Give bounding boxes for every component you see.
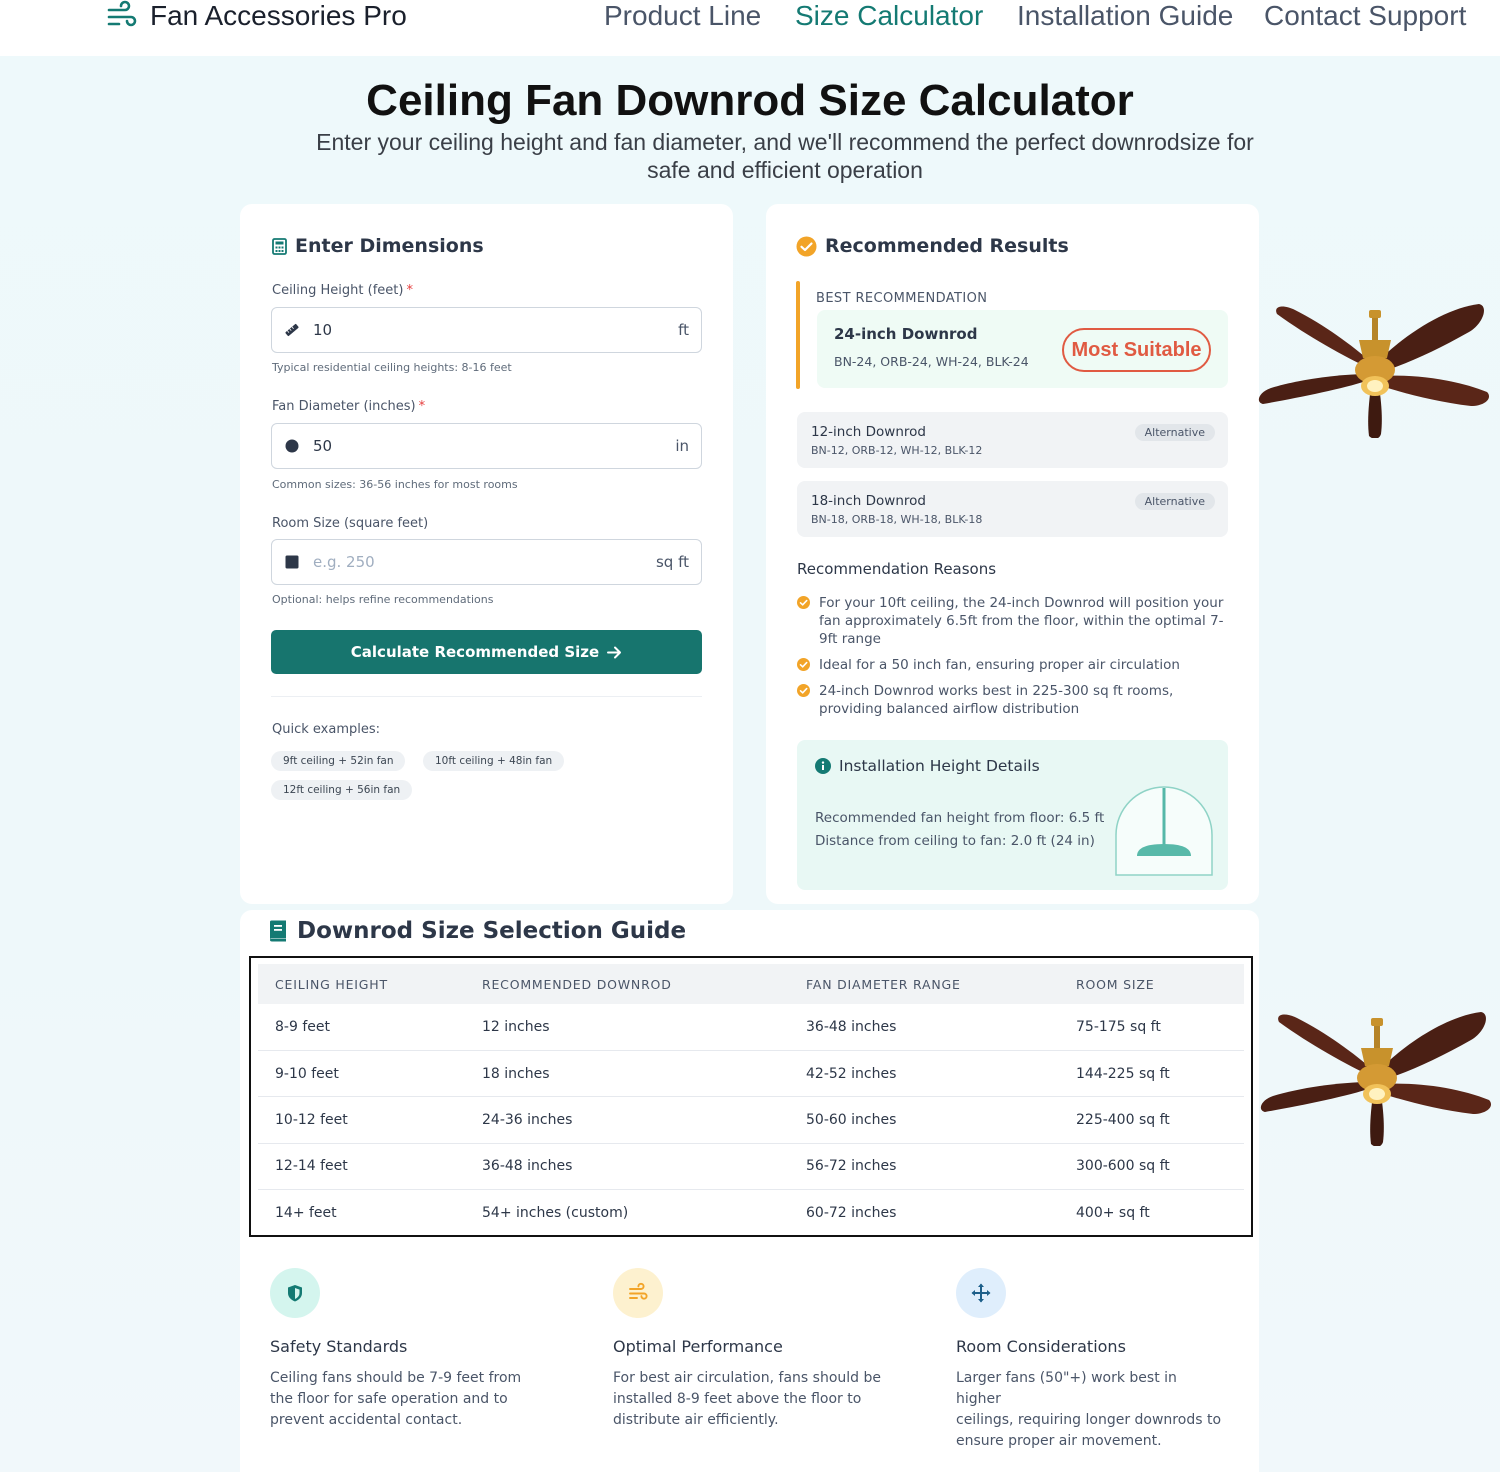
reason-item [797, 594, 1227, 648]
alternative-codes: BN-18, ORB-18, WH-18, BLK-18 [811, 513, 983, 526]
alternative-badge: Alternative [1135, 493, 1215, 510]
ceiling-height-hint: Typical residential ceiling heights: 8-16 feet [272, 361, 512, 374]
table-cell: 56-72 inches [789, 1143, 1059, 1189]
table-cell: 12 inches [465, 1004, 789, 1050]
column-header: RECOMMENDED DOWNROD [465, 964, 789, 1004]
nav-product-line[interactable]: Product Line [604, 0, 762, 31]
brand[interactable] [106, 0, 407, 32]
reason-item [797, 656, 1227, 674]
nav-contact-support[interactable]: Contact Support [1264, 0, 1467, 31]
guide-table-frame [249, 956, 1253, 1237]
shield-icon [270, 1268, 320, 1318]
table-cell: 12-14 feet [258, 1143, 465, 1189]
installation-details-title [815, 757, 1040, 775]
column-header: ROOM SIZE [1059, 964, 1244, 1004]
reason-text [819, 682, 1173, 718]
ceiling-height-unit: ft [678, 321, 689, 339]
fan-diameter-label-text: Fan Diameter (inches) [272, 399, 416, 414]
page-subtitle: Enter your ceiling height and fan diameter, and we'll recommend the perfect downrodsize for safe and efficient operation [316, 129, 1254, 183]
room-size-placeholder: e.g. 250 [313, 553, 375, 571]
table-cell: 75-175 sq ft [1059, 1004, 1244, 1050]
table-cell: 144-225 sq ft [1059, 1050, 1244, 1096]
feature-text-line: ceilings, requiring longer downrods to [956, 1412, 1222, 1428]
feature-icon-bg [956, 1268, 1006, 1318]
reason-line: Ideal for a 50 inch fan, ensuring proper air circulation [819, 657, 1180, 673]
downrod-guide-table [258, 964, 1244, 1236]
feature-text [270, 1368, 538, 1431]
fan-diameter-input[interactable] [271, 423, 702, 469]
reason-item [797, 682, 1227, 718]
best-downrod-codes: BN-24, ORB-24, WH-24, BLK-24 [834, 354, 1029, 369]
feature-icon-bg [613, 1268, 663, 1318]
book-icon [268, 920, 287, 942]
room-size-input[interactable] [271, 539, 702, 585]
fan-diameter-unit: in [675, 437, 689, 455]
table-row [258, 1004, 1244, 1050]
feature-text [613, 1368, 881, 1431]
fan-diameter-value: 50 [313, 437, 333, 455]
column-header: CEILING HEIGHT [258, 964, 465, 1004]
check-circle-icon [796, 236, 817, 257]
feature-title: Safety Standards [270, 1337, 408, 1356]
brand-name: Fan Accessories Pro [150, 0, 407, 31]
table-cell: 225-400 sq ft [1059, 1097, 1244, 1143]
table-cell: 14+ feet [275, 1205, 337, 1221]
table-cell: 18 inches [465, 1050, 789, 1096]
wind-icon [106, 0, 138, 32]
reason-line: For your 10ft ceiling, the 24-inch Downrod will position your [819, 595, 1224, 611]
info-icon [815, 758, 831, 774]
feature-text-line: prevent accidental contact. [270, 1412, 463, 1428]
nav-size-calculator[interactable]: Size Calculator [795, 0, 984, 31]
form-title [272, 235, 484, 257]
best-recommendation-card[interactable] [817, 310, 1228, 388]
table-cell: 50-60 inches [789, 1097, 1059, 1143]
feature-title: Room Considerations [956, 1337, 1126, 1356]
ceiling-height-label [272, 283, 413, 298]
form-title-text: Enter Dimensions [295, 235, 484, 257]
check-circle-icon [797, 658, 810, 671]
feature-text-line: For best air circulation, fans should be [613, 1370, 881, 1386]
column-header: FAN DIAMETER RANGE [789, 964, 1059, 1004]
results-title-text: Recommended Results [825, 235, 1069, 257]
reason-line: fan approximately 6.5ft from the floor, within the optimal 7- [819, 613, 1224, 629]
page-title: Ceiling Fan Downrod Size Calculator [366, 76, 1134, 125]
square-icon [285, 555, 299, 569]
check-circle-icon [797, 596, 810, 609]
room-diagram-icon [1115, 786, 1213, 876]
table-header-row [258, 964, 1244, 1004]
alternative-card[interactable] [797, 412, 1228, 468]
installation-details [797, 740, 1228, 890]
alternative-name: 12-inch Downrod [811, 424, 926, 440]
ceiling-fan-image [1257, 302, 1493, 438]
dimensions-form-card [240, 204, 733, 904]
quick-examples-label: Quick examples: [272, 722, 380, 737]
feature-text-line: ensure proper air movement. [956, 1433, 1162, 1449]
feature-card-room [927, 1248, 1243, 1448]
feature-title: Optimal Performance [613, 1337, 783, 1356]
calculate-button-label: Calculate Recommended Size [350, 643, 600, 661]
ceiling-height-input[interactable] [271, 307, 702, 353]
most-suitable-badge: Most Suitable [1062, 328, 1211, 372]
check-circle-icon [797, 684, 810, 697]
top-nav-bar [0, 0, 1500, 56]
reasons-title: Recommendation Reasons [797, 560, 997, 578]
room-size-hint: Optional: helps refine recommendations [272, 593, 494, 606]
feature-text-line: installed 8-9 feet above the floor to [613, 1391, 862, 1407]
best-recommendation-label: BEST RECOMMENDATION [816, 291, 988, 306]
room-size-label: Room Size (square feet) [272, 516, 429, 531]
guide-title [268, 918, 686, 944]
table-cell: 10-12 feet [258, 1097, 465, 1143]
reason-text [819, 656, 1180, 674]
table-cell: 42-52 inches [789, 1050, 1059, 1096]
feature-icon-bg [270, 1268, 320, 1318]
expand-arrows-icon [956, 1268, 1006, 1318]
circle-icon [285, 439, 299, 453]
calculator-icon [272, 238, 287, 255]
table-cell: 8-9 feet [258, 1004, 465, 1050]
divider [271, 696, 702, 697]
guide-title-text: Downrod Size Selection Guide [297, 918, 687, 944]
results-title [796, 235, 1069, 257]
required-marker: * [418, 399, 426, 414]
fan-diameter-hint: Common sizes: 36-56 inches for most rooms [272, 478, 518, 491]
example-chip[interactable]: 12ft ceiling + 56in fan [271, 780, 412, 800]
table-cell: 400+ sq ft [1076, 1205, 1150, 1221]
example-chip[interactable]: 9ft ceiling + 52in fan [271, 751, 405, 771]
calculate-button[interactable] [271, 630, 702, 674]
best-recommendation [796, 281, 1229, 389]
feature-text-line: distribute air efficiently. [613, 1412, 779, 1428]
table-cell: 54+ inches (custom) [482, 1205, 629, 1221]
table-cell: 36-48 inches [789, 1004, 1059, 1050]
feature-card-performance [584, 1248, 900, 1448]
reason-line: 9ft range [819, 631, 881, 647]
feature-text [956, 1368, 1224, 1452]
table-cell: 300-600 sq ft [1059, 1143, 1244, 1189]
alternative-badge: Alternative [1135, 424, 1215, 441]
alternative-card[interactable] [797, 481, 1228, 537]
nav-installation-guide[interactable]: Installation Guide [1017, 0, 1234, 31]
reason-text [819, 594, 1224, 648]
feature-card-safety [241, 1248, 557, 1448]
required-marker: * [406, 283, 413, 298]
fan-height-line: Recommended fan height from floor: 6.5 ft [815, 810, 1105, 826]
reason-line: providing balanced airflow distribution [819, 701, 1080, 717]
alternative-name: 18-inch Downrod [811, 493, 926, 509]
ceiling-fan-image [1259, 1010, 1495, 1146]
table-cell: 60-72 inches [806, 1205, 897, 1221]
arrow-right-icon [607, 646, 622, 659]
table-row [258, 1050, 1244, 1096]
table-row [258, 1190, 1244, 1236]
wind-icon [613, 1268, 663, 1318]
ceiling-height-label-text: Ceiling Height (feet) [272, 283, 404, 298]
alternative-codes: BN-12, ORB-12, WH-12, BLK-12 [811, 444, 983, 457]
room-size-unit: sq ft [655, 553, 689, 571]
feature-text-line: the floor for safe operation and to [270, 1391, 508, 1407]
results-card [766, 204, 1259, 904]
table-row [258, 1097, 1244, 1143]
feature-text-line: Larger fans (50"+) work best in higher [956, 1370, 1177, 1407]
example-chip[interactable]: 10ft ceiling + 48in fan [423, 751, 564, 771]
installation-details-title-text: Installation Height Details [839, 757, 1040, 775]
table-cell: 36-48 inches [465, 1143, 789, 1189]
ceiling-distance-line: Distance from ceiling to fan: 2.0 ft (24 in) [815, 833, 1095, 849]
feature-text-line: Ceiling fans should be 7-9 feet from [270, 1370, 522, 1386]
table-row [258, 1143, 1244, 1189]
fan-diameter-label [272, 399, 425, 414]
best-downrod-name: 24-inch Downrod [834, 325, 978, 343]
ceiling-height-value: 10 [313, 321, 333, 339]
table-cell: 24-36 inches [465, 1097, 789, 1143]
reason-line: 24-inch Downrod works best in 225-300 sq ft rooms, [819, 683, 1174, 699]
table-cell: 9-10 feet [258, 1050, 465, 1096]
accent-bar [796, 281, 800, 389]
ruler-icon [285, 323, 299, 337]
